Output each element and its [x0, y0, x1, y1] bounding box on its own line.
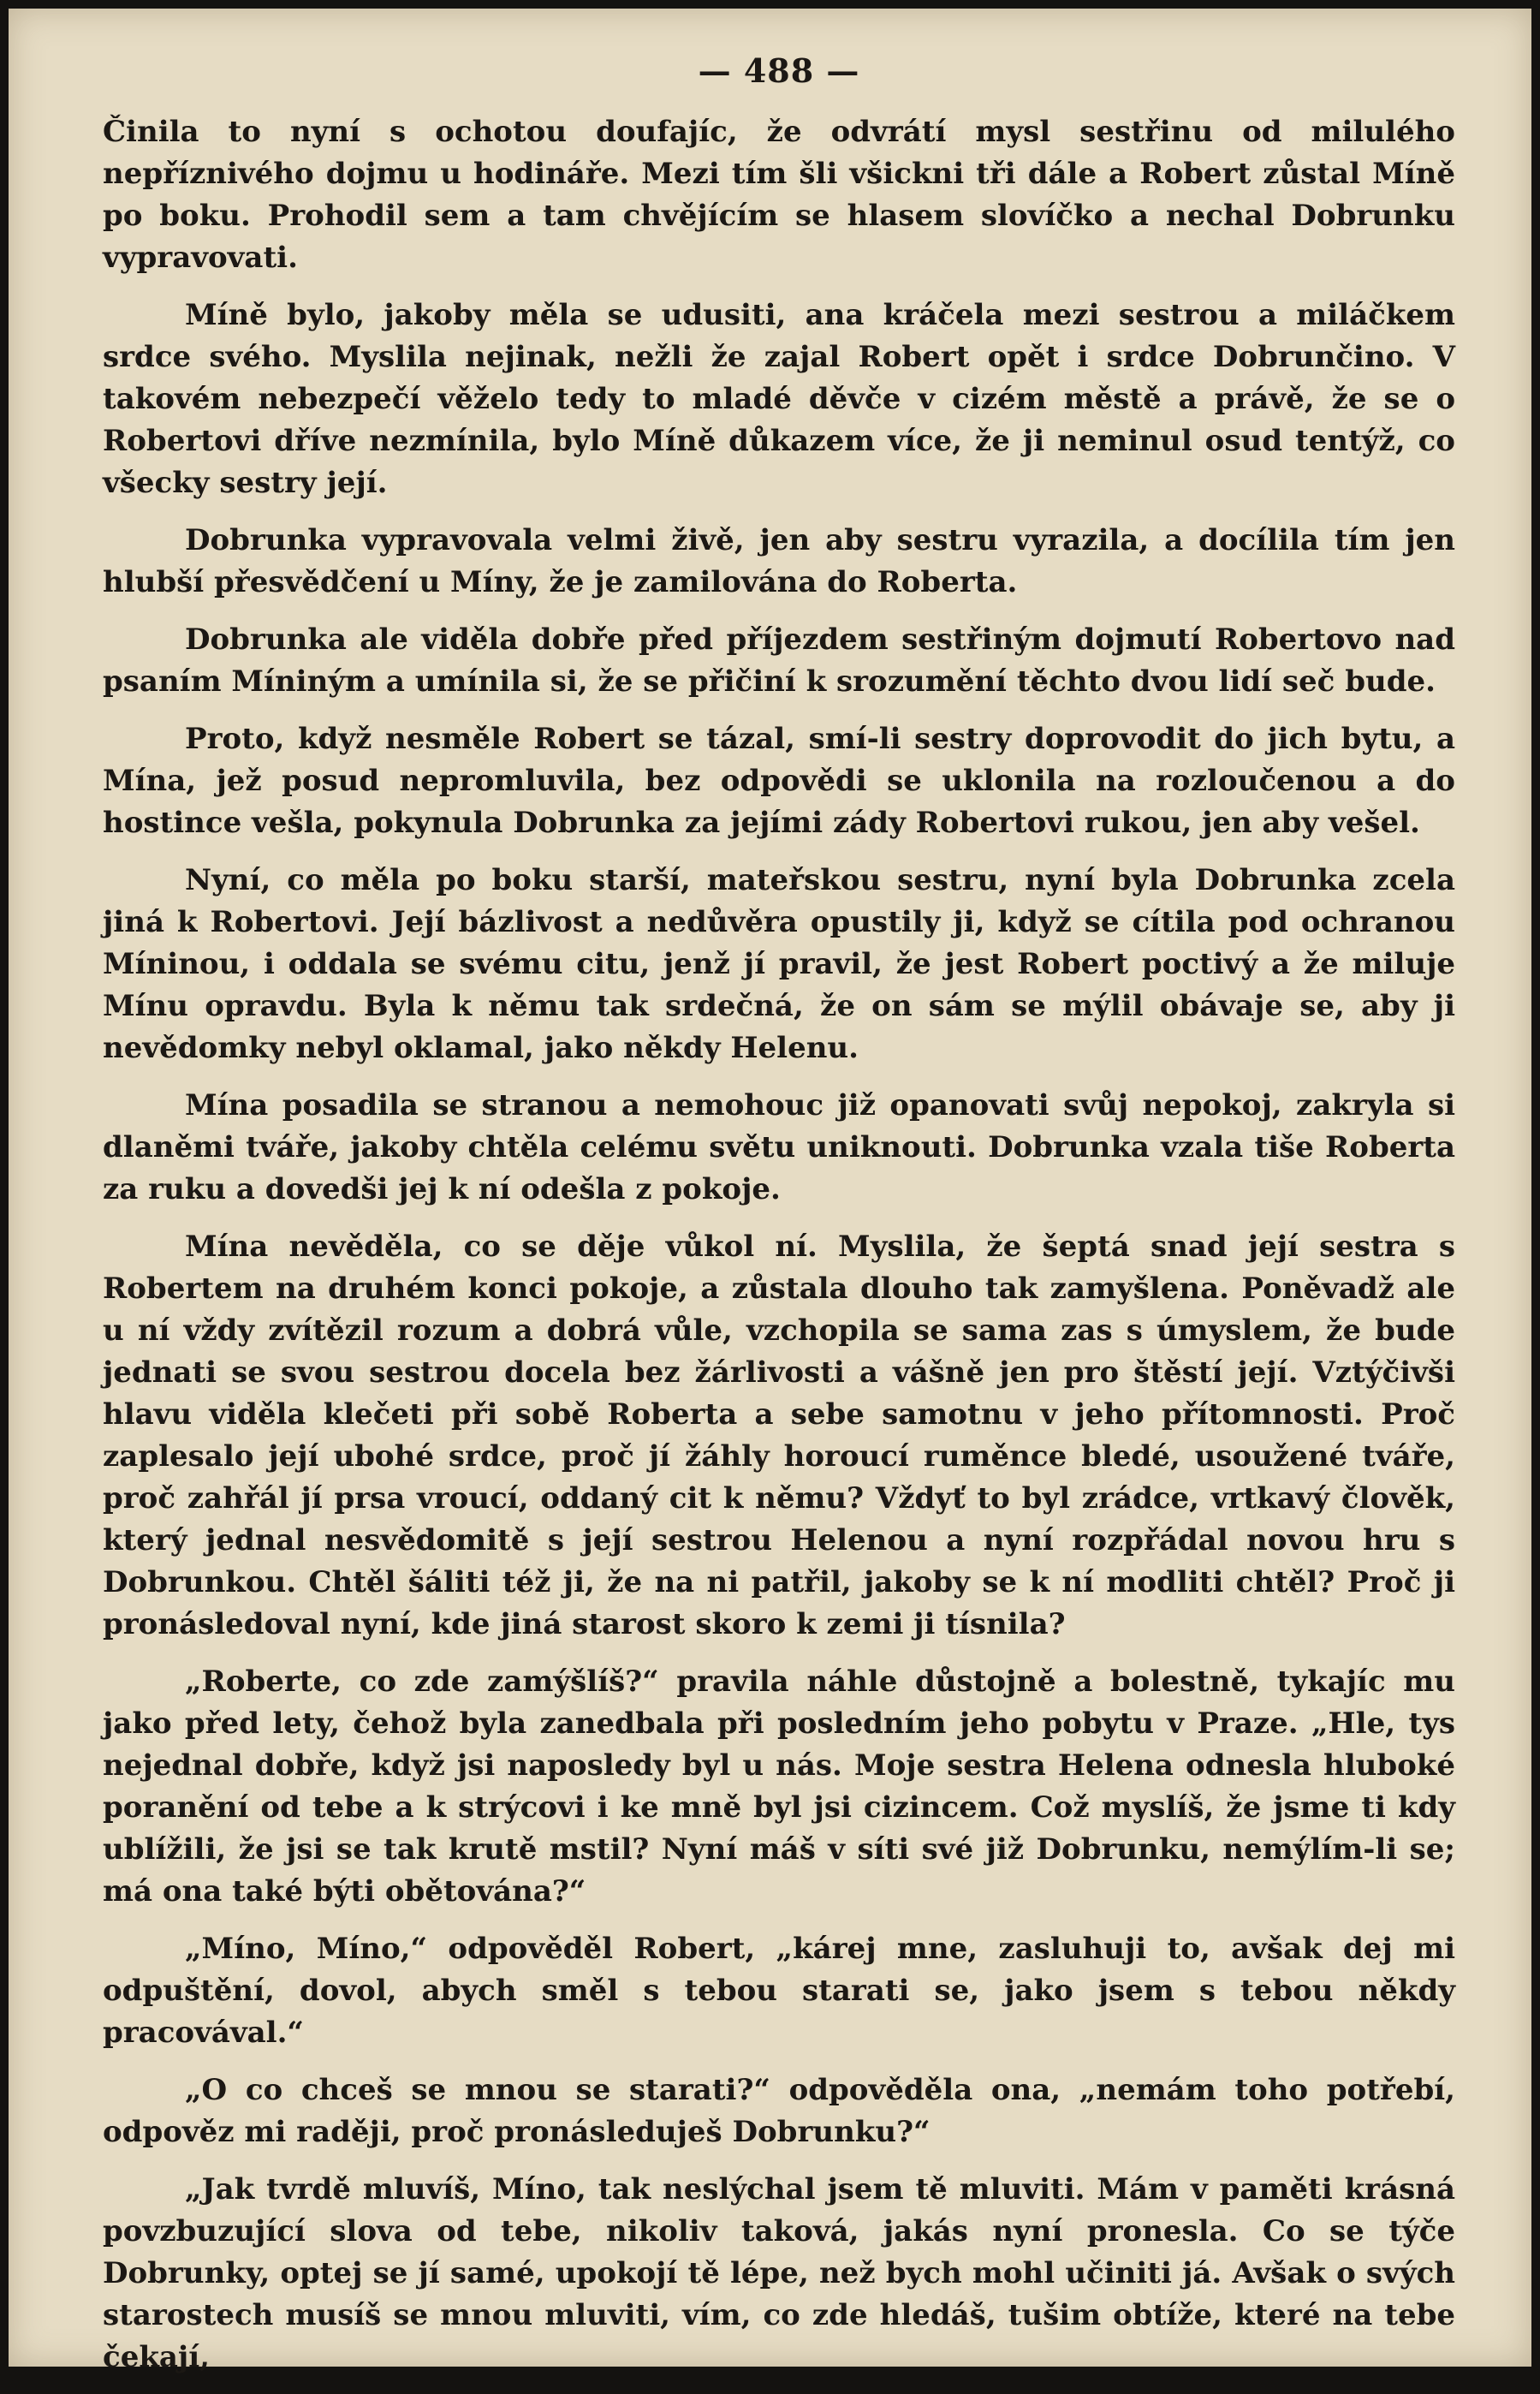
- page-number: — 488 —: [698, 51, 860, 90]
- paragraph: „Jak tvrdě mluvíš, Míno, tak neslýchal jsem tě mluviti. Mám v paměti krásná povzbuzující slova od tebe, nikoliv taková, jakás nyní pronesla. Co se týče Dobrunky, optej se jí samé, upokojí tě lépe, než bych mohl učiniti já. Avšak o svých starostech musíš se mnou mluviti, vím, co zde hledáš, tušim obtíže, které na tebe čekají,: [103, 2172, 1455, 2374]
- paragraph: „O co chceš se mnou se starati?“ odpověděla ona, „nemám toho potřebí, odpověz mi raději, proč pronásleduješ Dobrunku?“: [103, 2073, 1455, 2149]
- paragraph: „Roberte, co zde zamýšlíš?“ pravila náhle důstojně a bolestně, tykajíc mu jako před lety, čehož byla zanedbala při posledním jeho pobytu v Praze. „Hle, tys nejednal dobře, když jsi naposledy byl u nás. Moje sestra Helena odnesla hluboké poranění od tebe a k strýcovi i ke mně byl jsi cizincem. Což myslíš, že jsme ti kdy ublížili, že jsi se tak krutě mstil? Nyní máš v síti své již Dobrunku, nemýlím-li se; má ona také býti obětována?“: [103, 1664, 1455, 1909]
- paragraph: Činila to nyní s ochotou doufajíc, že odvrátí mysl sestřinu od milulého nepříznivého dojmu u hodináře. Mezi tím šli všickni tři dále a Robert zůstal Míně po boku. Prohodil sem a tam chvějícím se hlasem slovíčko a nechal Dobrunku vypravovati.: [103, 115, 1455, 275]
- scanned-page: [9, 9, 1531, 2374]
- page-content: [103, 50, 1455, 2394]
- paragraph: Proto, když nesměle Robert se tázal, smí-li sestry doprovodit do jich bytu, a Mína, jež posud nepromluvila, bez odpovědi se uklonila na rozloučenou a do hostince vešla, pokynula Dobrunka za jejími zády Robertovi rukou, jen aby vešel.: [103, 722, 1455, 840]
- paragraph: Dobrunka ale viděla dobře před příjezdem sestřiným dojmutí Robertovo nad psaním Míniným a umínila si, že se přičiní k srozumění těchto dvou lidí seč bude.: [103, 622, 1455, 699]
- paragraph: Mína posadila se stranou a nemohouc již opanovati svůj nepokoj, zakryla si dlaněmi tváře, jakoby chtěla celému světu uniknouti. Dobrunka vzala tiše Roberta za ruku a dovedši jej k ní odešla z pokoje.: [103, 1088, 1455, 1206]
- paragraph: Dobrunka vypravovala velmi živě, jen aby sestru vyrazila, a docílila tím jen hlubší přesvědčení u Míny, že je zamilována do Roberta.: [103, 523, 1455, 599]
- paragraph: Nyní, co měla po boku starší, mateřskou sestru, nyní byla Dobrunka zcela jiná k Robertovi. Její bázlivost a nedůvěra opustily ji, když se cítila pod ochranou Míninou, i oddala se svému citu, jenž jí pravil, že jest Robert poctivý a že miluje Mínu opravdu. Byla k němu tak srdečná, že on sám se mýlil obávaje se, aby ji nevědomky nebyl oklamal, jako někdy Helenu.: [103, 863, 1455, 1065]
- paragraph: Mína nevěděla, co se děje vůkol ní. Myslila, že šeptá snad její sestra s Robertem na druhém konci pokoje, a zůstala dlouho tak zamyšlena. Poněvadž ale u ní vždy zvítězil rozum a dobrá vůle, vzchopila se sama zas s úmyslem, že bude jednati se svou sestrou docela bez žárlivosti a vášně jen pro štěstí její. Vztýčivši hlavu viděla klečeti při sobě Roberta a sebe samotnu v jeho přítomnosti. Proč zaplesalo její ubohé srdce, proč jí žáhly horoucí ruměnce bledé, usoužené tváře, proč zahřál jí prsa vroucí, oddaný cit k němu? Vždyť to byl zrádce, vrtkavý člověk, který jednal nesvědomitě s její sestrou Helenou a nyní rozpřádal novou hru s Dobrunkou. Chtěl šáliti též ji, že na ni patřil, jakoby se k ní modliti chtěl? Proč ji pronásledoval nyní, kde jiná starost skoro k zemi ji tísnila?: [103, 1230, 1455, 1641]
- paragraph: Míně bylo, jakoby měla se udusiti, ana kráčela mezi sestrou a miláčkem srdce svého. Myslila nejinak, nežli že zajal Robert opět i srdce Dobrunčino. V takovém nebezpečí věželo tedy to mladé děvče v cizém městě a právě, že se o Robertovi dříve nezmínila, bylo Míně důkazem více, že ji neminul osud tentýž, co všecky sestry její.: [103, 298, 1455, 500]
- paragraph: „Míno, Míno,“ odpověděl Robert, „kárej mne, zasluhuji to, avšak dej mi odpuštění, dovol, abych směl s tebou starati se, jako jsem s tebou někdy pracovával.“: [103, 1932, 1455, 2050]
